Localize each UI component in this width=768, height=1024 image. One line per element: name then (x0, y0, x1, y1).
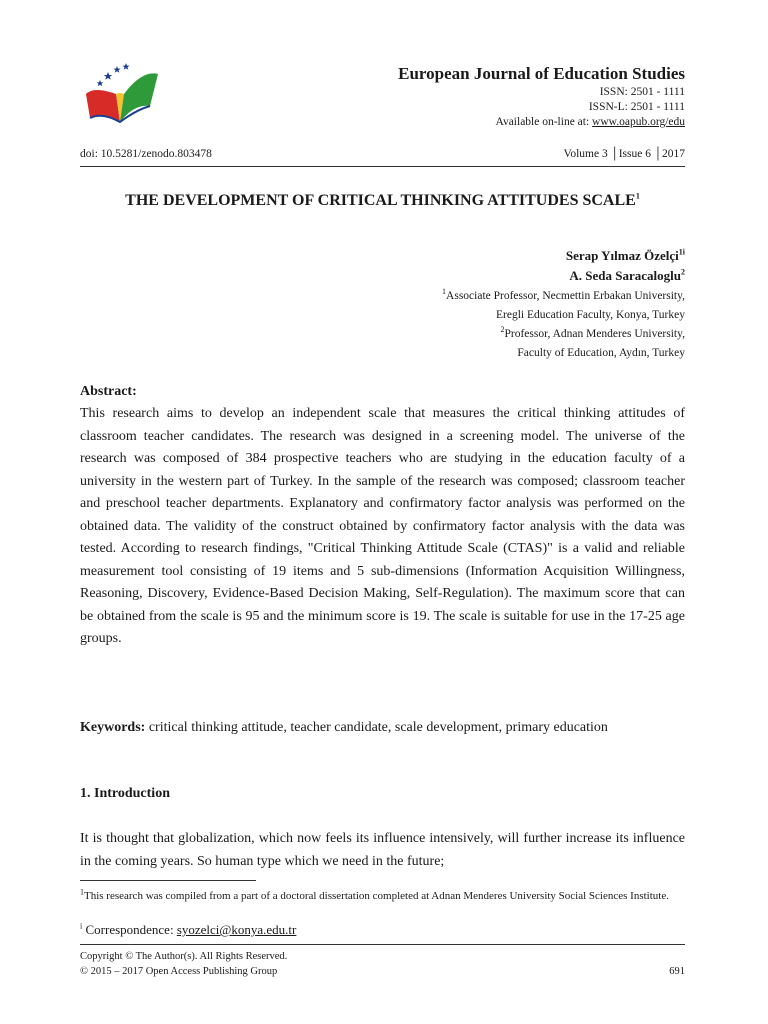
author-1-mark: 1i (678, 247, 685, 257)
keywords-label: Keywords: (80, 720, 146, 735)
title-footnote-mark: 1 (635, 191, 640, 201)
footnote-1-text: This research was compiled from a part of a doctoral dissertation completed at Adnan Menderes University Social Sciences Institute. (84, 890, 669, 902)
abstract-body: This research aims to develop an independent scale that measures the critical thinking attitudes of classroom teacher candidates. The research was designed in a screening model. The universe of the research was composed of 384 prospective teachers who are studying in the education faculty of a university in the western part of Turkey. In the sample of the research was composed; classroom teacher and preschool teacher departments. Explanatory and confirmatory factor analysis was performed on the obtained data. The validity of the construct obtained by confirmatory factor analysis with the data was tested. According to research findings, "Critical Thinking Attitude Scale (CTAS)" is a valid and reliable measurement tool consisting of 19 items and 5 sub-dimensions (Information Acquisition Willingness, Reasoning, Discovery, Evidence-Based Decision Making, Self-Regulation). The maximum score that can be obtained from the scale is 95 and the minimum score is 19. The scale is suitable for use in the 17-25 age groups. (80, 406, 685, 646)
page-number: 691 (669, 966, 685, 977)
author-2-name: A. Seda Saracaloglu (569, 268, 681, 283)
availability-line (496, 116, 686, 128)
correspondence-label: Correspondence: (82, 922, 177, 937)
copyright-line: Copyright © The Author(s). All Rights Reserved. (80, 951, 288, 962)
footnote-1-mark: 1 (80, 887, 84, 897)
footer-divider (80, 944, 685, 945)
affiliation-line (496, 309, 685, 321)
introduction-body: It is thought that globalization, which now feels its influence intensively, will further increase its influence in the coming years. So human type which we need in the future; (80, 831, 685, 869)
correspondence-mark: i (80, 921, 83, 931)
author-2 (569, 268, 685, 284)
footnote-divider (80, 880, 256, 881)
journal-url-link[interactable]: www.oapub.org/edu (592, 116, 685, 128)
affiliation-line (442, 287, 685, 302)
affiliation-text: Faculty of Education, Aydın, Turkey (517, 347, 685, 359)
abstract-heading: Abstract: (80, 384, 137, 399)
footnote-1 (80, 888, 685, 905)
journal-logo-icon (80, 60, 160, 124)
affiliation-line (517, 347, 685, 359)
affiliation-text: Professor, Adnan Menderes University, (504, 328, 685, 340)
author-2-mark: 2 (681, 267, 685, 277)
correspondence (80, 922, 296, 938)
author-1-name: Serap Yılmaz Özelçi (565, 248, 679, 263)
journal-title: European Journal of Education Studies (398, 64, 685, 83)
affiliation-text: Associate Professor, Necmettin Erbakan University, (446, 290, 685, 302)
section-heading: 1. Introduction (80, 786, 170, 801)
affiliation-line (500, 325, 685, 340)
keywords-text: critical thinking attitude, teacher candidate, scale development, primary education (145, 720, 608, 735)
meta-row (80, 148, 685, 160)
correspondence-email-link[interactable]: syozelci@konya.edu.tr (176, 922, 297, 937)
availability-label: Available on-line at: (495, 116, 593, 128)
author-1 (566, 248, 685, 264)
paper-title-text: THE DEVELOPMENT OF CRITICAL THINKING ATTITUDES SCALE (125, 192, 636, 209)
issn-l: ISSN-L: 2501 - 1111 (588, 101, 685, 113)
keywords (80, 717, 685, 740)
volume-issue: Volume 3 │Issue 6 │2017 (563, 148, 685, 160)
affiliation-mark: 2 (500, 325, 505, 335)
paper-title (80, 192, 685, 210)
publisher-line: © 2015 – 2017 Open Access Publishing Group (80, 966, 278, 977)
affiliation-text: Eregli Education Faculty, Konya, Turkey (496, 309, 685, 321)
doi: doi: 10.5281/zenodo.803478 (80, 148, 212, 160)
affiliation-mark: 1 (442, 287, 447, 297)
issn: ISSN: 2501 - 1111 (599, 86, 685, 98)
header-divider (80, 166, 685, 167)
